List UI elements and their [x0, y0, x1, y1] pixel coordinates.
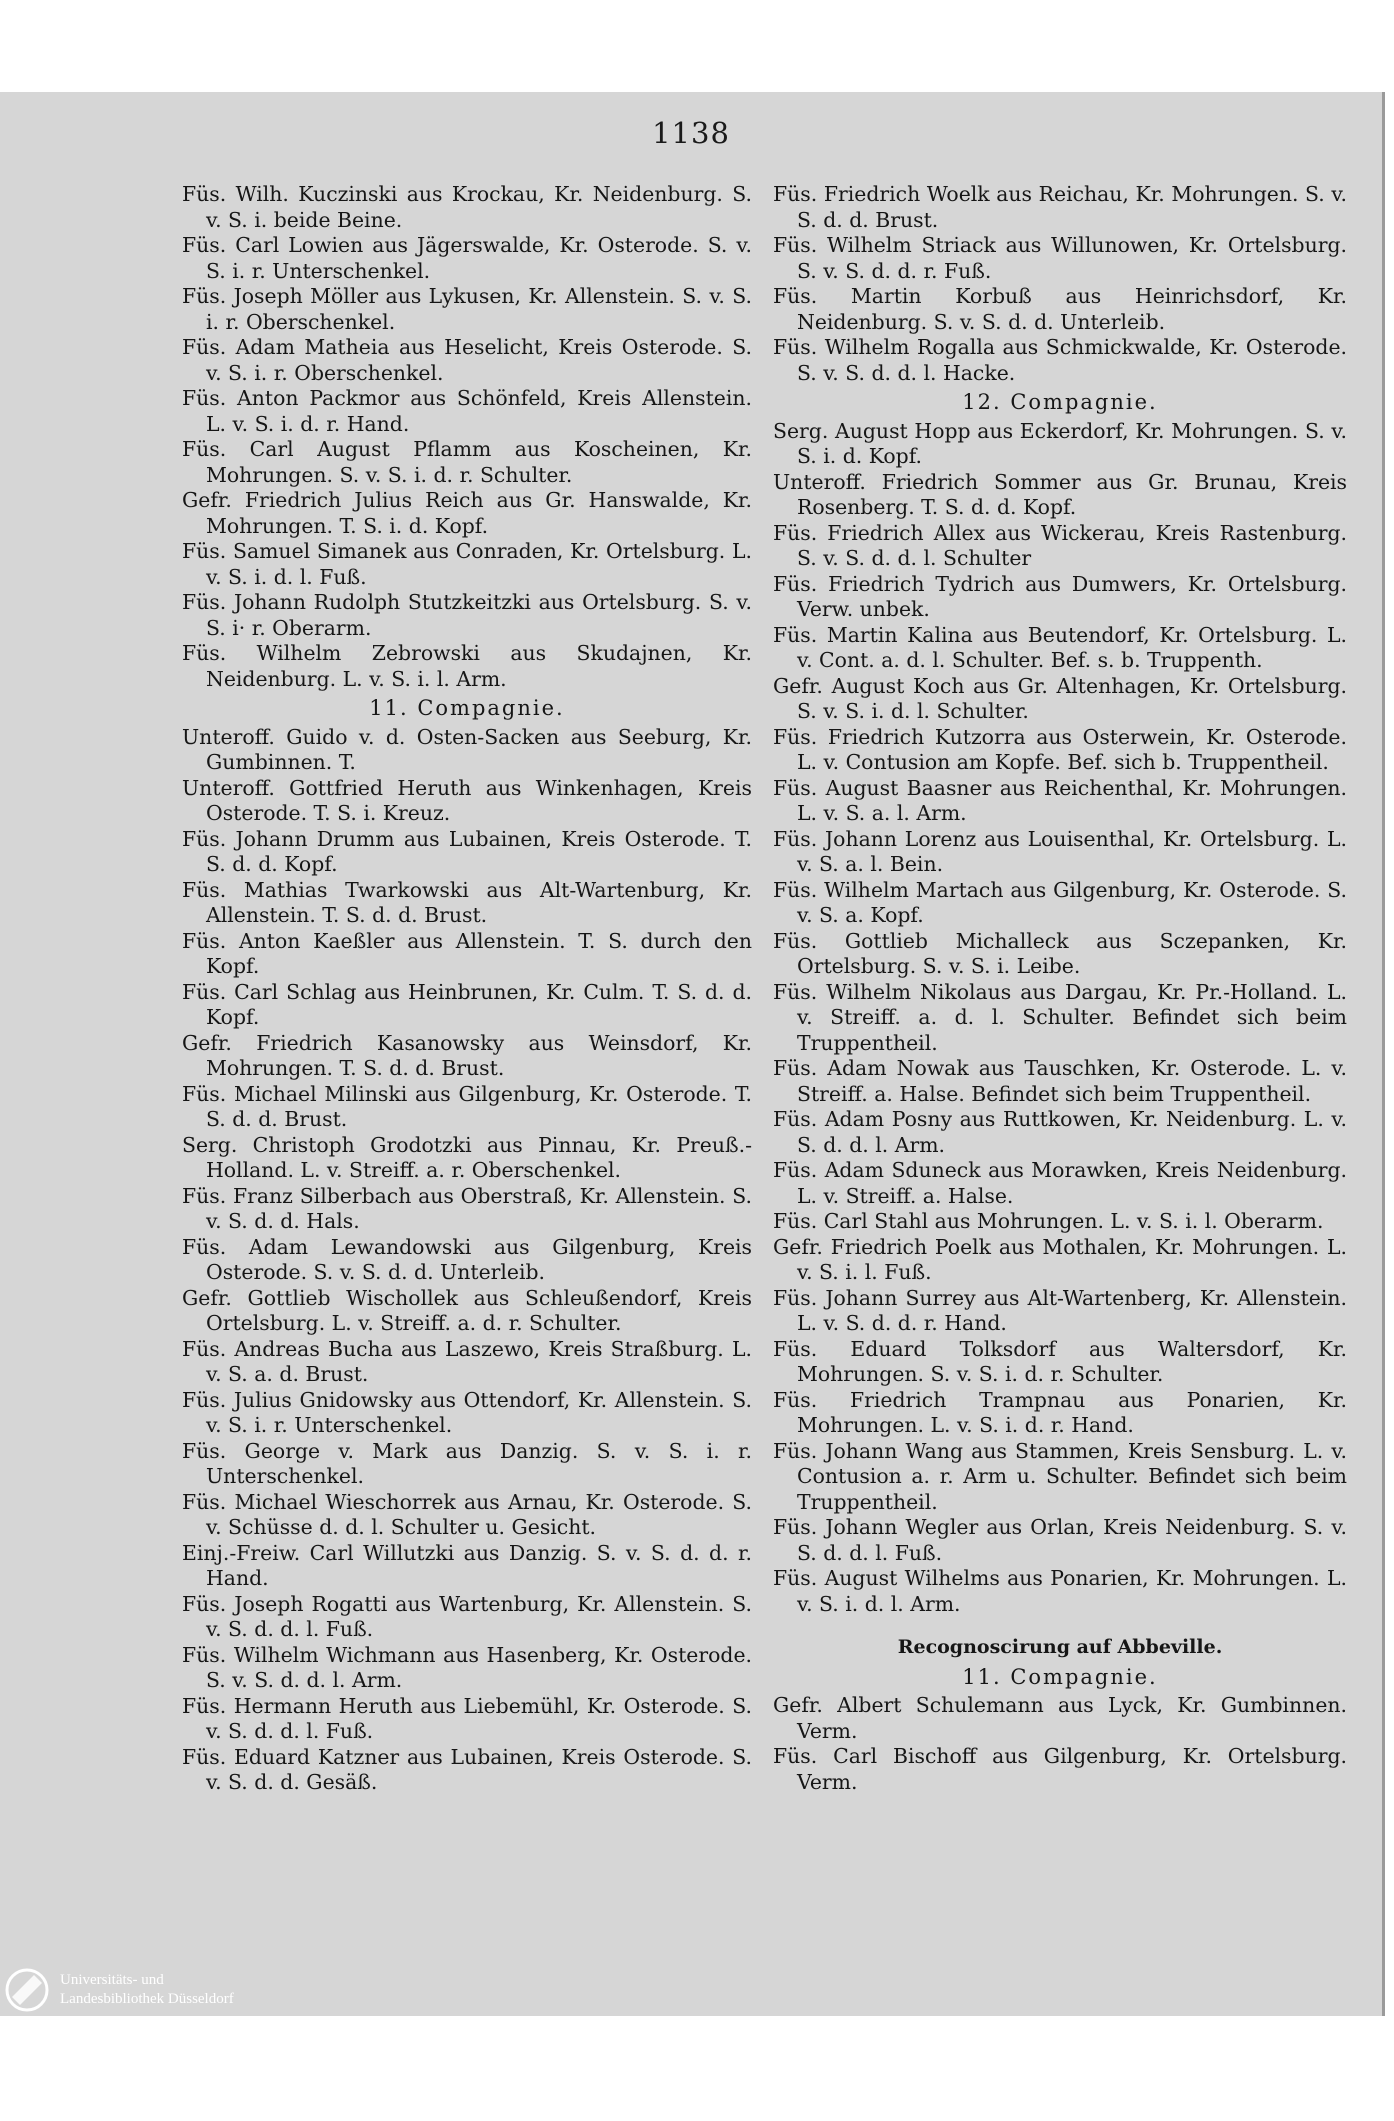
library-line-1: Universitäts- und: [60, 1972, 164, 1988]
casualty-entry: Füs. Adam Nowak aus Tauschken, Kr. Osterode. L. v. Streiff. a. Halse. Befindet sich beim Truppentheil.: [773, 1056, 1347, 1106]
casualty-entry: Füs. Franz Silberbach aus Oberstraß, Kr. Allenstein. S. v. S. d. d. Hals.: [182, 1183, 752, 1233]
casualty-entry: Füs. Anton Kaeßler aus Allenstein. T. S. durch den Kopf.: [182, 928, 752, 978]
casualty-entry: Gefr. August Koch aus Gr. Altenhagen, Kr. Ortelsburg. S. v. S. i. d. l. Schulter.: [773, 673, 1347, 723]
casualty-entry: Gefr. Friedrich Kasanowsky aus Weinsdorf, Kr. Mohrungen. T. S. d. d. Brust.: [182, 1030, 752, 1080]
company-heading: 12. Compagnie.: [962, 390, 1158, 414]
casualty-entry: Füs. Adam Sduneck aus Morawken, Kreis Neidenburg. L. v. Streiff. a. Halse.: [773, 1158, 1347, 1208]
casualty-entry: Füs. Joseph Möller aus Lykusen, Kr. Allenstein. S. v. S. i. r. Oberschenkel.: [182, 284, 752, 334]
casualty-entry: Füs. Joseph Rogatti aus Wartenburg, Kr. Allenstein. S. v. S. d. d. l. Fuß.: [182, 1591, 752, 1641]
casualty-entry: Füs. Friedrich Tydrich aus Dumwers, Kr. Ortelsburg. Verw. unbek.: [773, 571, 1347, 621]
casualty-entry: Gefr. Friedrich Poelk aus Mothalen, Kr. Mohrungen. L. v. S. i. l. Fuß.: [773, 1234, 1347, 1284]
casualty-entry: Füs. Friedrich Woelk aus Reichau, Kr. Mohrungen. S. v. S. d. d. Brust.: [773, 182, 1347, 232]
casualty-entry: Füs. Andreas Bucha aus Laszewo, Kreis Straßburg. L. v. S. a. d. Brust.: [182, 1336, 752, 1386]
casualty-entry: Füs. Adam Posny aus Ruttkowen, Kr. Neidenburg. L. v. S. d. d. l. Arm.: [773, 1107, 1347, 1157]
casualty-entry: Füs. Michael Wieschorrek aus Arnau, Kr. Osterode. S. v. Schüsse d. d. l. Schulter u. Gesicht.: [182, 1489, 752, 1539]
casualty-entry: Unteroff. Guido v. d. Osten-Sacken aus Seeburg, Kr. Gumbinnen. T.: [182, 724, 752, 774]
casualty-entry: Füs. Martin Kalina aus Beutendorf, Kr. Ortelsburg. L. v. Cont. a. d. l. Schulter. Bef. s. b. Truppenth.: [773, 622, 1347, 672]
casualty-entry: Füs. Samuel Simanek aus Conraden, Kr. Ortelsburg. L. v. S. i. d. l. Fuß.: [182, 539, 752, 589]
casualty-entry: Füs. Carl Bischoff aus Gilgenburg, Kr. Ortelsburg. Verm.: [773, 1744, 1347, 1794]
casualty-entry: Füs. Hermann Heruth aus Liebemühl, Kr. Osterode. S. v. S. d. d. l. Fuß.: [182, 1693, 752, 1743]
casualty-entry: Füs. Carl Schlag aus Heinbrunen, Kr. Culm. T. S. d. d. Kopf.: [182, 979, 752, 1029]
casualty-entry: Füs. George v. Mark aus Danzig. S. v. S. i. r. Unterschenkel.: [182, 1438, 752, 1488]
casualty-entry: Füs. Friedrich Allex aus Wickerau, Kreis Rastenburg. S. v. S. d. d. l. Schulter: [773, 520, 1347, 570]
casualty-entry: Füs. Wilh. Kuczinski aus Krockau, Kr. Neidenburg. S. v. S. i. beide Beine.: [182, 182, 752, 232]
casualty-entry: Serg. Christoph Grodotzki aus Pinnau, Kr. Preuß.-Holland. L. v. Streiff. a. r. Oberschenkel.: [182, 1132, 752, 1182]
casualty-entry: Füs. Johann Rudolph Stutzkeitzki aus Ortelsburg. S. v. S. i· r. Oberarm.: [182, 590, 752, 640]
ulb-logo-icon: [4, 1967, 50, 2013]
section-subheading: Recognoscirung auf Abbeville.: [897, 1636, 1223, 1658]
casualty-entry: Unteroff. Gottfried Heruth aus Winkenhagen, Kreis Osterode. T. S. i. Kreuz.: [182, 775, 752, 825]
casualty-entry: Gefr. Albert Schulemann aus Lyck, Kr. Gumbinnen. Verm.: [773, 1693, 1347, 1743]
casualty-entry: Füs. Adam Matheia aus Heselicht, Kreis Osterode. S. v. S. i. r. Oberschenkel.: [182, 335, 752, 385]
casualty-entry: Füs. Johann Lorenz aus Louisenthal, Kr. Ortelsburg. L. v. S. a. l. Bein.: [773, 826, 1347, 876]
scanned-page: [0, 92, 1385, 2016]
casualty-entry: Füs. Eduard Katzner aus Lubainen, Kreis Osterode. S. v. S. d. d. Gesäß.: [182, 1744, 752, 1794]
company-heading: 11. Compagnie.: [962, 1664, 1158, 1689]
casualty-entry: Füs. Wilhelm Striack aus Willunowen, Kr. Ortelsburg. S. v. S. d. d. r. Fuß.: [773, 233, 1347, 283]
casualty-entry: Füs. Adam Lewandowski aus Gilgenburg, Kreis Osterode. S. v. S. d. d. Unterleib.: [182, 1234, 752, 1284]
casualty-entry: Füs. Carl Stahl aus Mohrungen. L. v. S. i. l. Oberarm.: [773, 1209, 1324, 1233]
casualty-entry: Füs. Gottlieb Michalleck aus Sczepanken, Kr. Ortelsburg. S. v. S. i. Leibe.: [773, 928, 1347, 978]
casualty-entry: Füs. Johann Surrey aus Alt-Wartenberg, Kr. Allenstein. L. v. S. d. d. r. Hand.: [773, 1285, 1347, 1335]
casualty-entry: Füs. Wilhelm Wichmann aus Hasenberg, Kr. Osterode. S. v. S. d. d. l. Arm.: [182, 1642, 752, 1692]
company-heading: 11. Compagnie.: [369, 696, 565, 720]
casualty-entry: Füs. August Baasner aus Reichenthal, Kr. Mohrungen. L. v. S. a. l. Arm.: [773, 775, 1347, 825]
casualty-entry: Einj.-Freiw. Carl Willutzki aus Danzig. S. v. S. d. d. r. Hand.: [182, 1540, 752, 1590]
casualty-entry: Füs. Wilhelm Martach aus Gilgenburg, Kr. Osterode. S. v. S. a. Kopf.: [773, 877, 1347, 927]
library-line-2: Landesbibliothek Düsseldorf: [60, 1991, 234, 2007]
casualty-entry: Füs. Johann Wang aus Stammen, Kreis Sensburg. L. v. Contusion a. r. Arm u. Schulter. Befindet sich beim Truppentheil.: [773, 1438, 1347, 1514]
casualty-entry: Gefr. Gottlieb Wischollek aus Schleußendorf, Kreis Ortelsburg. L. v. Streiff. a. d. r. Schulter.: [182, 1285, 752, 1335]
casualty-entry: Füs. Michael Milinski aus Gilgenburg, Kr. Osterode. T. S. d. d. Brust.: [182, 1081, 752, 1131]
casualty-entry: Füs. Johann Drumm aus Lubainen, Kreis Osterode. T. S. d. d. Kopf.: [182, 826, 752, 876]
casualty-entry: Füs. Anton Packmor aus Schönfeld, Kreis Allenstein. L. v. S. i. d. r. Hand.: [182, 386, 752, 436]
right-column: [773, 182, 1347, 1795]
casualty-entry: Füs. Wilhelm Zebrowski aus Skudajnen, Kr. Neidenburg. L. v. S. i. l. Arm.: [182, 641, 752, 691]
casualty-entry: Serg. August Hopp aus Eckerdorf, Kr. Mohrungen. S. v. S. i. d. Kopf.: [773, 418, 1347, 468]
casualty-entry: Füs. Friedrich Trampnau aus Ponarien, Kr. Mohrungen. L. v. S. i. d. r. Hand.: [773, 1387, 1347, 1437]
casualty-entry: Unteroff. Friedrich Sommer aus Gr. Brunau, Kreis Rosenberg. T. S. d. d. Kopf.: [773, 469, 1347, 519]
casualty-entry: Füs. Mathias Twarkowski aus Alt-Wartenburg, Kr. Allenstein. T. S. d. d. Brust.: [182, 877, 752, 927]
casualty-entry: Füs. Wilhelm Rogalla aus Schmickwalde, Kr. Osterode. S. v. S. d. d. l. Hacke.: [773, 335, 1347, 385]
casualty-entry: Füs. August Wilhelms aus Ponarien, Kr. Mohrungen. L. v. S. i. d. l. Arm.: [773, 1566, 1347, 1616]
page-number: 1138: [652, 116, 730, 150]
casualty-entry: Füs. Martin Korbuß aus Heinrichsdorf, Kr. Neidenburg. S. v. S. d. d. Unterleib.: [773, 284, 1347, 334]
casualty-entry: Füs. Carl August Pflamm aus Koscheinen, Kr. Mohrungen. S. v. S. i. d. r. Schulter.: [182, 437, 752, 487]
casualty-entry: Füs. Eduard Tolksdorf aus Waltersdorf, Kr. Mohrungen. S. v. S. i. d. r. Schulter.: [773, 1336, 1347, 1386]
casualty-entry: Füs. Carl Lowien aus Jägerswalde, Kr. Osterode. S. v. S. i. r. Unterschenkel.: [182, 233, 752, 283]
casualty-entry: Füs. Wilhelm Nikolaus aus Dargau, Kr. Pr.-Holland. L. v. Streiff. a. d. l. Schulter. Befindet sich beim Truppentheil.: [773, 979, 1347, 1055]
casualty-entry: Gefr. Friedrich Julius Reich aus Gr. Hanswalde, Kr. Mohrungen. T. S. i. d. Kopf.: [182, 488, 752, 538]
casualty-entry: Füs. Friedrich Kutzorra aus Osterwein, Kr. Osterode. L. v. Contusion am Kopfe. Bef. sich b. Truppentheil.: [773, 724, 1347, 774]
left-column: [182, 182, 752, 1796]
library-name: [60, 1971, 234, 2009]
casualty-entry: Füs. Johann Wegler aus Orlan, Kreis Neidenburg. S. v. S. d. d. l. Fuß.: [773, 1515, 1347, 1565]
casualty-entry: Füs. Julius Gnidowsky aus Ottendorf, Kr. Allenstein. S. v. S. i. r. Unterschenkel.: [182, 1387, 752, 1437]
library-watermark: [0, 1968, 300, 2012]
